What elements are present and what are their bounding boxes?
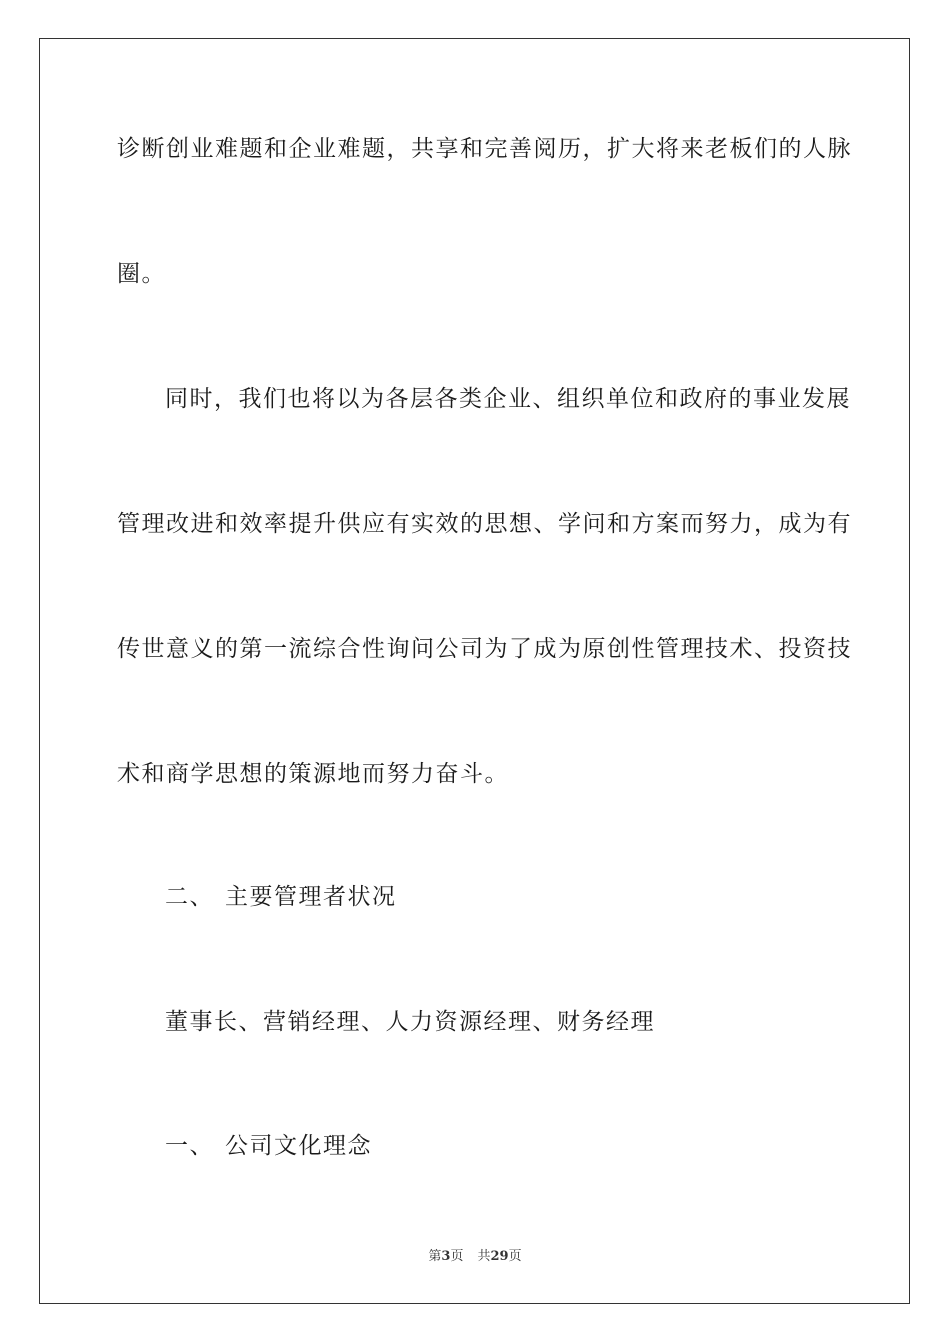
- section-two-title: 主要管理者状况: [225, 884, 397, 910]
- managers-line: 董事长、营销经理、人力资源经理、财务经理: [165, 1009, 655, 1035]
- footer-page-number: 3: [441, 1249, 451, 1264]
- body-line-1: 诊断创业难题和企业难题，共享和完善阅历，扩大将来老板们的人脉: [117, 136, 852, 162]
- footer-total-prefix: 共: [477, 1249, 491, 1264]
- body-line-5: 传世意义的第一流综合性询问公司为了成为原创性管理技术、投资技: [117, 636, 852, 662]
- body-line-6: 术和商学思想的策源地而努力奋斗。: [117, 761, 509, 787]
- section-two-number: 二、: [165, 884, 214, 910]
- body-line-4: 管理改进和效率提升供应有实效的思想、学问和方案而努力，成为有: [117, 511, 852, 537]
- body-line-2: 圈。: [117, 261, 166, 287]
- section-two-heading: [165, 882, 397, 912]
- footer-total-suffix: 页: [508, 1249, 522, 1264]
- footer-total-pages: 29: [490, 1249, 509, 1264]
- section-one-number: 一、: [165, 1133, 214, 1159]
- footer-prefix: 第: [428, 1249, 442, 1264]
- section-one-title: 公司文化理念: [225, 1133, 372, 1159]
- section-one-heading: [165, 1131, 372, 1161]
- footer-page-suffix: 页: [450, 1249, 464, 1264]
- page-border: [39, 38, 910, 1304]
- page-footer: [0, 1245, 950, 1264]
- body-line-3: 同时，我们也将以为各层各类企业、组织单位和政府的事业发展: [165, 386, 851, 412]
